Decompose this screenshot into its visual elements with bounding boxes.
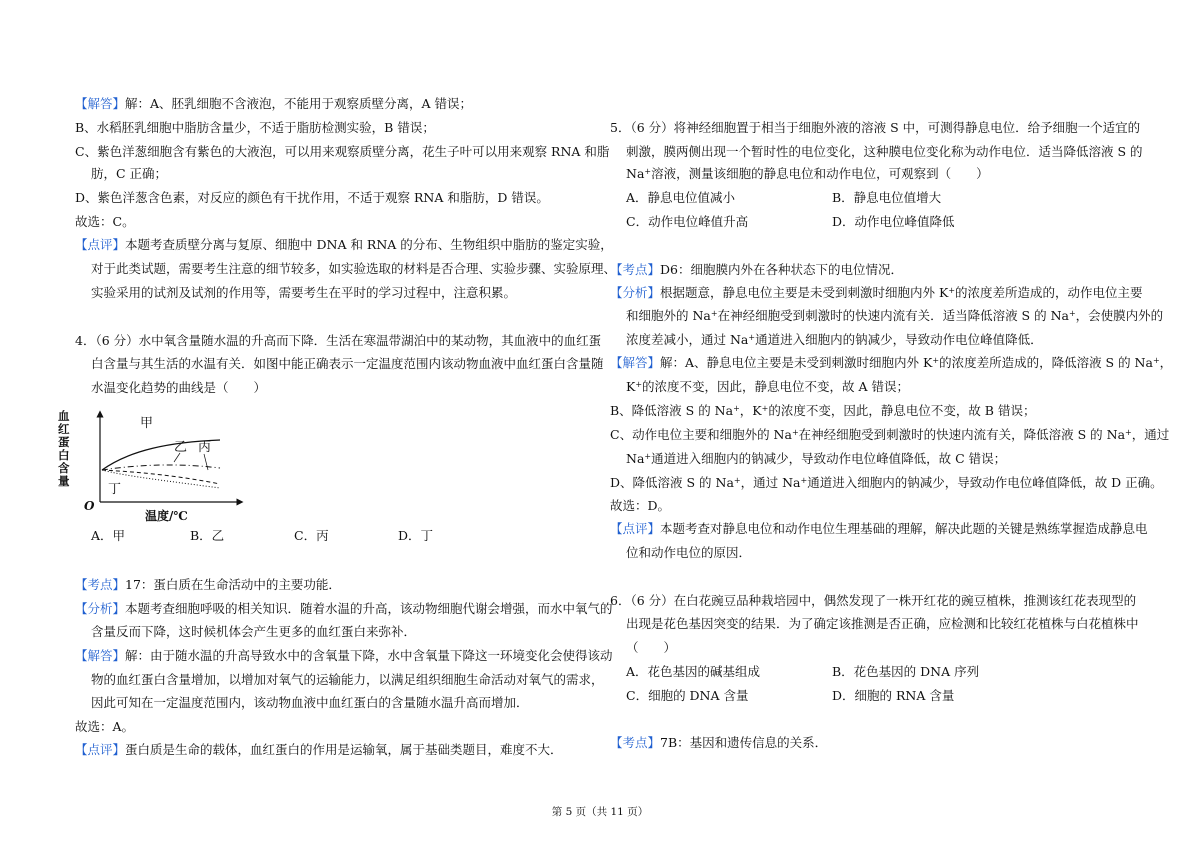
- x-axis-label: 温度/℃: [145, 509, 188, 523]
- q5-d: [610, 475, 1163, 491]
- text: 解：A、胚乳细胞不含液泡，不能用于观察质壁分离，A 错误；: [125, 96, 473, 111]
- q5-kaodian: [610, 262, 903, 278]
- q5-stem-2: 刺激，膜两侧出现一个暂时性的电位变化，这种膜电位变化称为动作电位．适当降低溶液 S 的: [626, 144, 1143, 159]
- q4-stem-3: 水温变化趋势的曲线是（ ）: [91, 380, 267, 395]
- q4-stem-2: 白含量与其生活的水温有关．如图中能正确表示一定温度范围内该动物血液中血红蛋白含量随: [91, 356, 604, 371]
- text: 解：A、静息电位主要是未受到刺激时细胞内外 K: [660, 355, 933, 370]
- text: 通道进入细胞内的钠减少，导致动作电位峰值降低，故 C 错误；: [651, 451, 1007, 466]
- curve-label-jia: 甲: [140, 416, 154, 431]
- q5-option-a: A．静息电位值减小: [626, 190, 736, 205]
- q5-option-d: D．动作电位峰值降低: [832, 214, 955, 229]
- q5-option-c: C．动作电位峰值升高: [626, 214, 749, 229]
- y-axis-label: 血红蛋白含量: [58, 409, 70, 488]
- fenxi-tag: 【分析】: [610, 285, 661, 300]
- text: K: [626, 379, 636, 394]
- q5-c2: [626, 451, 1006, 467]
- curve-label-yi: 乙: [174, 440, 188, 455]
- text: 解：由于随水温的升高导致水中的含氧量下降，水中含氧量下降这一环境变化会使得该动: [125, 648, 613, 663]
- q5-dianping: [610, 521, 1148, 537]
- q5-c1: [610, 427, 1169, 443]
- page-footer: 第 5 页（共 11 页）: [551, 806, 649, 818]
- text: Na: [626, 451, 645, 466]
- q4-option-b: B．乙: [190, 528, 225, 543]
- q4-fenxi-2: 含量反而下降，这时候机体会产生更多的血红蛋白来弥补．: [91, 624, 417, 639]
- q3-answer-line: [75, 96, 472, 112]
- text: 的浓度差所造成的，降低溶液 S 的 Na: [939, 355, 1153, 370]
- kaodian-tag: 【考点】: [75, 577, 126, 592]
- sup: +: [948, 286, 956, 295]
- sup: +: [800, 476, 808, 485]
- sup: +: [761, 404, 769, 413]
- q6-stem-1: 6．（6 分）在白花豌豆品种栽培园中，偶然发现了一株开红花的豌豆植株，推测该红花表现型的: [610, 593, 1137, 608]
- jieda-tag: 【解答】: [75, 96, 126, 111]
- sup: +: [1152, 356, 1160, 365]
- na: Na: [626, 166, 645, 181]
- text: 本题考查对静息电位和动作电位生理基础的理解，解决此题的关键是熟练掌握造成静息电: [660, 521, 1148, 536]
- text: 的浓度不变，因此，静息电位不变，故 A 错误；: [642, 379, 910, 394]
- q5-fenxi-2: [626, 308, 1163, 324]
- dianping-tag: 【点评】: [75, 742, 126, 757]
- dianping-tag: 【点评】: [610, 521, 661, 536]
- jieda-tag: 【解答】: [610, 355, 661, 370]
- sup: +: [1068, 309, 1076, 318]
- q5-jieda: [610, 355, 1172, 371]
- sup: +: [748, 333, 756, 342]
- q3-comment-2: 对于此类试题，需要考生注意的细节较多，如实验选取的材料是否合理、实验步骤、实验原理、: [91, 261, 617, 276]
- text: D6：细胞膜内外在各种状态下的电位情况．: [660, 262, 903, 277]
- text: ，通过: [1131, 427, 1170, 442]
- q6-kaodian: [610, 735, 827, 751]
- q5-jieda-2: [626, 379, 909, 395]
- curve-yi: [102, 465, 220, 470]
- q4-jieda-3: 因此可知在一定温度范围内，该动物血液中血红蛋白的含量随水温升高而增加．: [91, 695, 529, 710]
- sup: +: [1125, 428, 1132, 437]
- q6-option-b: B．花色基因的 DNA 序列: [832, 664, 980, 679]
- sup: +: [644, 167, 652, 176]
- origin-label: O: [84, 499, 95, 513]
- text: 本题考查细胞呼吸的相关知识．随着水温的升高，该动物细胞代谢会增强，而水中氧气的: [125, 601, 613, 616]
- q5-b: [610, 403, 1035, 419]
- q3-d: D、紫色洋葱含色素，对反应的颜色有干扰作用，不适于观察 RNA 和脂肪，D 错误。: [75, 190, 549, 205]
- sup: +: [710, 309, 718, 318]
- text: B、降低溶液 S 的 Na: [610, 403, 734, 418]
- q6-option-a: A．花色基因的碱基组成: [626, 664, 761, 679]
- q3-comment-3: 实验采用的试剂及试剂的作用等，需要考生在平时的学习过程中，注意积累。: [91, 285, 517, 300]
- q6-stem-2: 出现是花色基因突变的结果．为了确定该推测是否正确，应检测和比较红花植株与白花植株中: [626, 616, 1139, 631]
- fenxi-tag: 【分析】: [75, 601, 126, 616]
- q3-c2: 肪，C 正确；: [91, 166, 168, 181]
- q5-dianping-2: 位和动作电位的原因．: [626, 545, 752, 560]
- text: 在神经细胞受到刺激时的快速内流有关．适当降低溶液 S 的 Na: [717, 308, 1069, 323]
- sup: +: [932, 356, 940, 365]
- text: 根据题意，静息电位主要是未受到刺激时细胞内外 K: [660, 285, 949, 300]
- text: 在神经细胞受到刺激时的快速内流有关，降低溶液 S 的 Na: [798, 427, 1126, 442]
- q5-fenxi: [610, 285, 1143, 301]
- sup: +: [733, 404, 740, 413]
- text: 7B：基因和遗传信息的关系．: [660, 735, 828, 750]
- jieda-tag: 【解答】: [75, 648, 126, 663]
- q4-option-a: A．甲: [91, 528, 126, 543]
- q5-fenxi-3: [626, 332, 1043, 348]
- sup: +: [635, 380, 643, 389]
- text: 的浓度差所造成的，动作电位主要: [955, 285, 1143, 300]
- q4-jieda: [75, 648, 613, 664]
- dianping-tag: 【点评】: [75, 237, 126, 252]
- sup: +: [733, 476, 741, 485]
- curve-label-ding: 丁: [108, 482, 122, 497]
- q4-figure: [58, 409, 245, 530]
- q6-option-c: C．细胞的 DNA 含量: [626, 688, 749, 703]
- text: ，K: [739, 403, 762, 418]
- q4-stem-1: 4．（6 分）水中氧含量随水温的升高而下降．生活在寒温带湖泊中的某动物，其血液中的血红蛋: [75, 333, 602, 348]
- text: 溶液，测量该细胞的静息电位和动作电位，可观察到（ ）: [651, 166, 989, 181]
- q4-dianping: [75, 742, 563, 758]
- text: 和细胞外的 Na: [626, 308, 711, 323]
- kaodian-tag: 【考点】: [610, 735, 661, 750]
- text: 17：蛋白质在生命活动中的主要功能．: [125, 577, 341, 592]
- q3-c1: C、紫色洋葱细胞含有紫色的大液泡，可以用来观察质壁分离，花生子叶可以用来观察 RNA 和脂: [75, 144, 610, 159]
- q6-option-d: D．细胞的 RNA 含量: [832, 688, 955, 703]
- q5-stem-1: 5．（6 分）将神经细胞置于相当于细胞外液的溶液 S 中，可测得静息电位．给予细胞一个适宜的: [610, 120, 1141, 135]
- q5-stem-3: [626, 166, 989, 182]
- q3-b: B、水稻胚乳细胞中脂肪含量少，不适于脂肪检测实验，B 错误；: [75, 120, 435, 135]
- q4-kaodian: [75, 577, 341, 593]
- text: C、动作电位主要和细胞外的 Na: [610, 427, 792, 442]
- q5-answer: 故选：D。: [610, 498, 671, 513]
- kaodian-tag: 【考点】: [610, 262, 661, 277]
- text: 通道进入细胞内的钠减少，导致动作电位峰值降低．: [755, 332, 1043, 347]
- q3-comment: [75, 237, 613, 253]
- curve-label-bing: 丙: [198, 440, 212, 455]
- q4-fenxi: [75, 601, 613, 617]
- text: ，会使膜内外的: [1075, 308, 1164, 323]
- q4-jieda-2: 物的血红蛋白含量增加，以增加对氧气的运输能力，以满足组织细胞生命活动对氧气的需求，: [91, 672, 604, 687]
- text: 浓度差减小，通过 Na: [626, 332, 749, 347]
- text: D、降低溶液 S 的 Na: [610, 475, 734, 490]
- right-column: [600, 0, 1200, 848]
- sup: +: [644, 452, 652, 461]
- q5-option-b: B．静息电位值增大: [832, 190, 942, 205]
- q6-stem-3: （ ）: [626, 640, 677, 655]
- sup: +: [791, 428, 799, 437]
- q4-option-c: C．丙: [294, 528, 329, 543]
- text: 通道进入细胞内的钠减少，导致动作电位峰值降低，故 D 正确。: [807, 475, 1163, 490]
- text: 本题考查质壁分离与复原、细胞中 DNA 和 RNA 的分布、生物组织中脂肪的鉴定实验，: [125, 237, 613, 252]
- text: ，: [1159, 355, 1173, 370]
- q4-option-d: D．丁: [398, 528, 434, 543]
- q3-answer: 故选：C。: [75, 214, 135, 229]
- text: ，通过 Na: [740, 475, 801, 490]
- q4-answer: 故选：A。: [75, 719, 135, 734]
- text: 蛋白质是生命的载体，血红蛋白的作用是运输氧，属于基础类题目，难度不大．: [125, 742, 563, 757]
- text: 的浓度不变，因此，静息电位不变，故 B 错误；: [768, 403, 1036, 418]
